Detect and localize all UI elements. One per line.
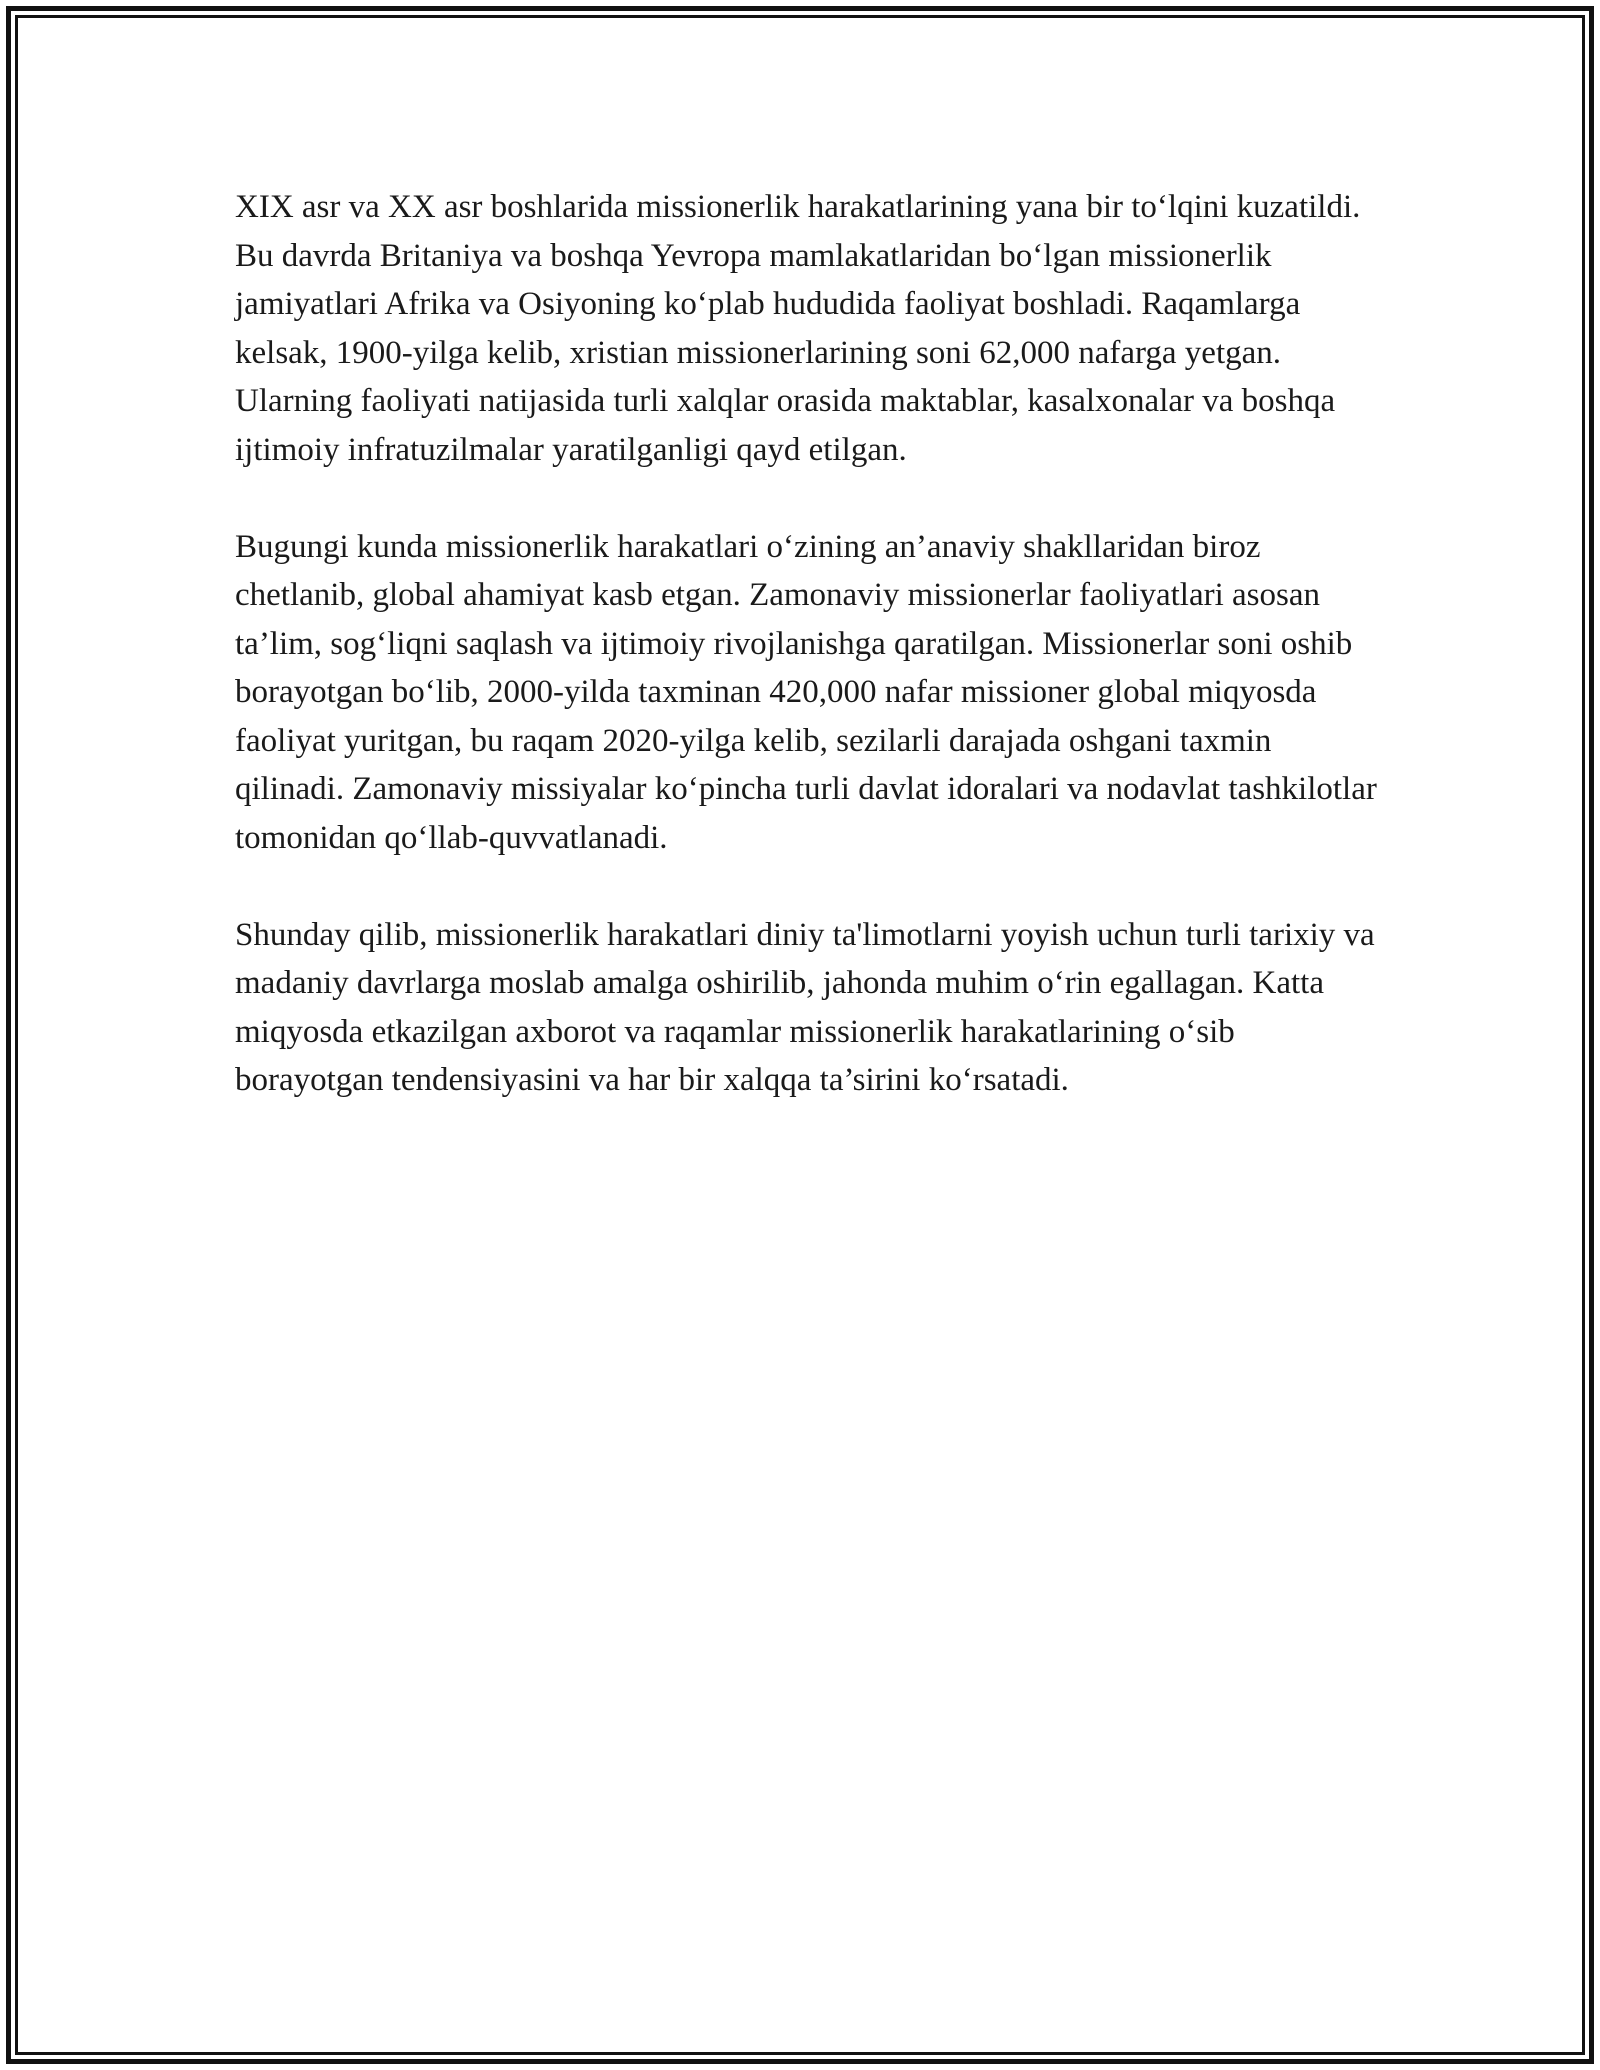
paragraph-2: Bugungi kunda missionerlik harakatlari o‘zining an’anaviy shakllaridan biroz chetlanib, global ahamiyat kasb etgan. Zamonaviy missionerlar faoliyatlari asosan ta’lim, sog‘liqni saqlash va ijtimoiy rivojlanishga qaratilgan. Missionerlar soni oshib borayotgan bo‘lib, 2000-yilda taxminan 420,000 nafar missioner global miqyosda faoliyat yuritgan, bu raqam 2020-yilga kelib, sezilarli darajada oshgani taxmin qilinadi. Zamonaviy missiyalar ko‘pincha turli davlat idoralari va nodavlat tashkilotlar tomonidan qo‘llab-quvvatlanadi. [235, 528, 1377, 856]
paragraph-1: XIX asr va XX asr boshlarida missionerlik harakatlarining yana bir to‘lqini kuzatildi. Bu davrda Britaniya va boshqa Yevropa mamlakatlaridan bo‘lgan missionerlik jamiyatlari Afrika va Osiyoning ko‘plab hududida faoliyat boshladi. Raqamlarga kelsak, 1900-yilga kelib, xristian missionerlarining soni 62,000 nafarga yetgan. Ularning faoliyati natijasida turli xalqlar orasida maktablar, kasalxonalar va boshqa ijtimoiy infratuzilmalar yaratilganligi qayd etilgan. [235, 189, 1361, 468]
document-body [235, 183, 1380, 1153]
paragraph-3: Shunday qilib, missionerlik harakatlari diniy ta'limotlarni yoyish uchun turli tarixiy va madaniy davrlarga moslab amalga oshirilib, jahonda muhim o‘rin egallagan. Katta miqyosda etkazilgan axborot va raqamlar missionerlik harakatlarining o‘sib borayotgan tendensiyasini va har bir xalqqa ta’sirini ko‘rsatadi. [235, 916, 1375, 1098]
